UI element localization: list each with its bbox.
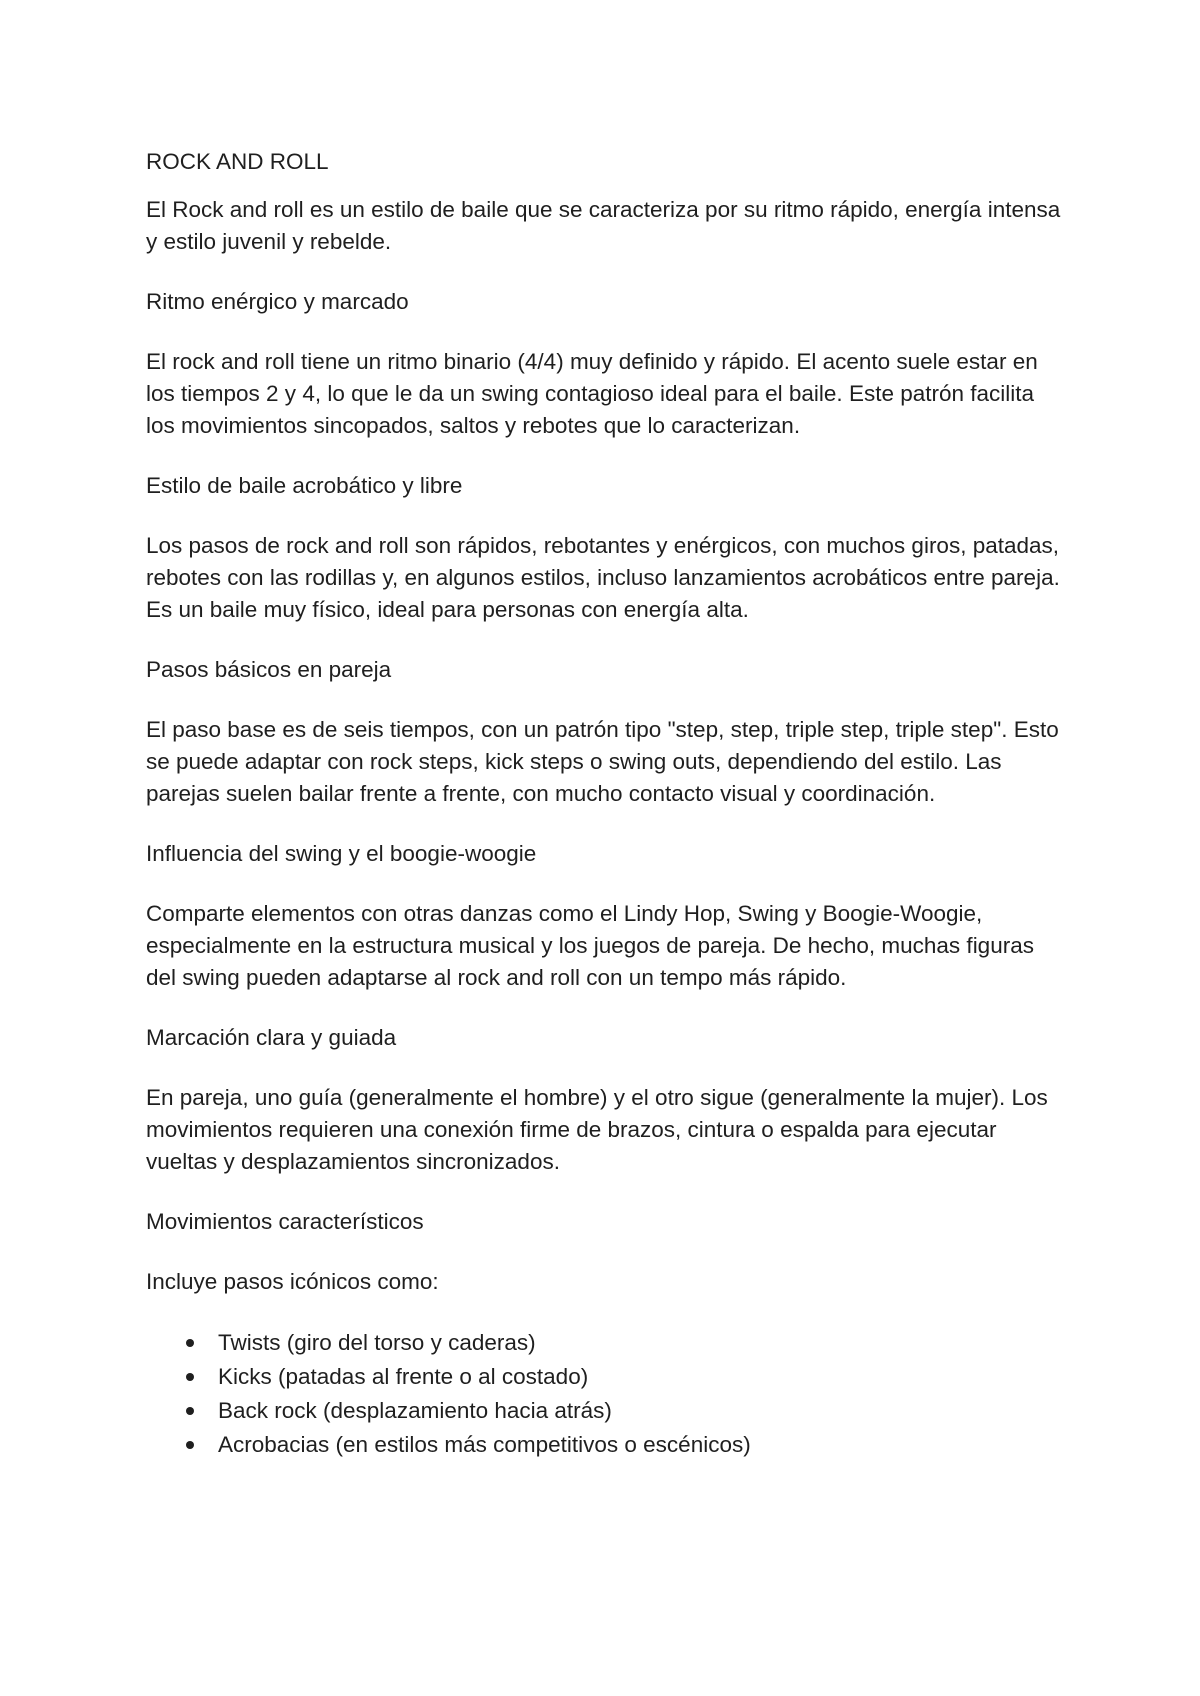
movements-list bbox=[146, 1326, 1066, 1462]
list-item-text: Twists (giro del torso y caderas) bbox=[218, 1330, 536, 1355]
section-heading-ritmo: Ritmo enérgico y marcado bbox=[146, 289, 409, 314]
section-body-marcacion: En pareja, uno guía (generalmente el hombre) y el otro sigue (generalmente la mujer). Los movimientos requieren una conexión firme de brazos, cintura o espalda para ejecutar vueltas y desplazamientos sincronizados. bbox=[146, 1085, 1048, 1174]
list-item-text: Acrobacias (en estilos más competitivos o escénicos) bbox=[218, 1432, 751, 1457]
movements-lead: Incluye pasos icónicos como: bbox=[146, 1269, 439, 1294]
list-item bbox=[146, 1428, 1066, 1462]
section-heading-influencia: Influencia del swing y el boogie-woogie bbox=[146, 841, 537, 866]
section-body-ritmo: El rock and roll tiene un ritmo binario (4/4) muy definido y rápido. El acento suele estar en los tiempos 2 y 4, lo que le da un swing contagioso ideal para el baile. Este patrón facilita los movimientos sincopados, saltos y rebotes que lo caracterizan. bbox=[146, 349, 1038, 438]
section-heading-pasos: Pasos básicos en pareja bbox=[146, 657, 392, 682]
list-item bbox=[146, 1360, 1066, 1394]
section-body-pasos: El paso base es de seis tiempos, con un patrón tipo "step, step, triple step, triple step". Esto se puede adaptar con rock steps, kick steps o swing outs, dependiendo del estilo. Las parejas suelen bailar frente a frente, con mucho contacto visual y coordinación. bbox=[146, 717, 1059, 806]
document-body bbox=[146, 146, 1066, 1462]
list-item-text: Back rock (desplazamiento hacia atrás) bbox=[218, 1398, 612, 1423]
bullet-dot-icon bbox=[186, 1339, 194, 1347]
list-item-text: Kicks (patadas al frente o al costado) bbox=[218, 1364, 589, 1389]
list-item bbox=[146, 1326, 1066, 1360]
section-heading-estilo: Estilo de baile acrobático y libre bbox=[146, 473, 463, 498]
document-title: ROCK AND ROLL bbox=[146, 149, 329, 174]
section-heading-movimientos: Movimientos característicos bbox=[146, 1209, 424, 1234]
section-heading-marcacion: Marcación clara y guiada bbox=[146, 1025, 397, 1050]
list-item bbox=[146, 1394, 1066, 1428]
intro-paragraph: El Rock and roll es un estilo de baile que se caracteriza por su ritmo rápido, energía intensa y estilo juvenil y rebelde. bbox=[146, 197, 1061, 254]
bullet-dot-icon bbox=[186, 1441, 194, 1449]
bullet-dot-icon bbox=[186, 1373, 194, 1381]
section-body-estilo: Los pasos de rock and roll son rápidos, rebotantes y enérgicos, con muchos giros, patadas, rebotes con las rodillas y, en algunos estilos, incluso lanzamientos acrobáticos entre pareja. Es un baile muy físico, ideal para personas con energía alta. bbox=[146, 533, 1060, 622]
section-body-influencia: Comparte elementos con otras danzas como el Lindy Hop, Swing y Boogie-Woogie, especialmente en la estructura musical y los juegos de pareja. De hecho, muchas figuras del swing pueden adaptarse al rock and roll con un tempo más rápido. bbox=[146, 901, 1034, 990]
bullet-dot-icon bbox=[186, 1407, 194, 1415]
